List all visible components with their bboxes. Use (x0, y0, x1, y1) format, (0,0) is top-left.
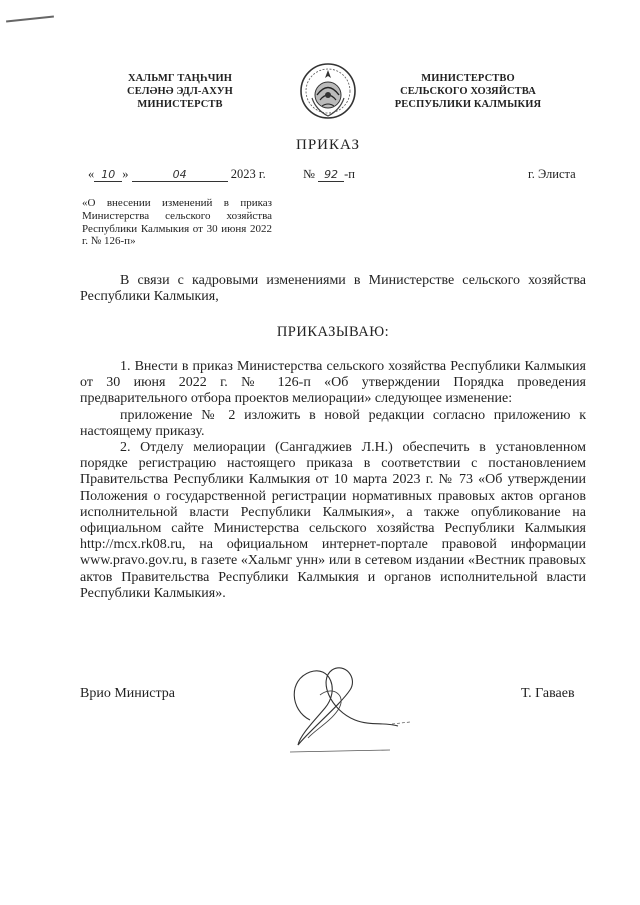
coat-of-arms-icon (298, 58, 358, 124)
number-label: № (303, 167, 315, 181)
number-value: 92 (318, 168, 344, 182)
document-title: ПРИКАЗ (296, 137, 360, 153)
order-month: 04 (132, 168, 228, 182)
order-year: 2023 г. (230, 167, 266, 181)
order-day: 10 (94, 168, 122, 182)
quote-close: » (122, 167, 129, 181)
order-subject: «О внесении изменений в приказ Министерства сельского хозяйства Республики Калмыкия от 30 июня 2022 г. № 126-п» (82, 197, 272, 248)
signer-role: Врио Министра (80, 686, 175, 701)
number-suffix: -п (344, 167, 355, 181)
header-kalmyk-line-2: СЕЛӘНӘ ЭДЛ-АХУН (127, 86, 233, 97)
header-kalmyk-line-3: МИНИСТЕРСТВ (137, 99, 223, 110)
scan-mark (6, 15, 54, 22)
header-russian-line-3: РЕСПУБЛИКИ КАЛМЫКИЯ (394, 99, 542, 110)
order-item-2: 2. Отделу мелиорации (Сангаджиев Л.Н.) обеспечить в установленном порядке регистрацию настоящего приказа в соответствии с постановлением Правительства Республики Калмыкия от 10 марта 2023 г. № 73 «Об утверждении Положения о государственной регистрации нормативных правовых актов органов исполнительной власти Республики Калмыкия», а также опубликование на официальном сайте Министерства сельского хозяйства Республики Калмыкия http://mcx.rk08.ru, на официальном интернет-портале правовой информации www.pravo.gov.ru, в газете «Хальмг унн» или в сетевом издании «Вестник правовых актов Правительства Республики Калмыкия и органов исполнительной власти Республики Калмыкия». (80, 440, 586, 601)
intro-text: В связи с кадровыми изменениями в Министерстве сельского хозяйства Республики Калмыкия, (80, 273, 586, 305)
order-items (80, 359, 586, 602)
signer-name: Т. Гаваев (521, 686, 575, 701)
order-item-1-sub: приложение № 2 изложить в новой редакции согласно приложению к настоящему приказу. (80, 407, 586, 439)
order-keyword: ПРИКАЗЫВАЮ: (276, 324, 390, 340)
header-kalmyk (85, 72, 275, 111)
header-russian-line-1: МИНИСТЕРСТВО (421, 73, 515, 84)
order-number (303, 167, 355, 182)
quote-open: « (88, 167, 95, 181)
handwritten-signature (270, 650, 420, 760)
header-kalmyk-line-1: ХАЛЬМГ ТАҢҺЧИН (127, 73, 233, 84)
intro-paragraph (80, 273, 586, 305)
order-item-1: 1. Внести в приказ Министерства сельского хозяйства Республики Калмыкия от 30 июня 2022 г. № 126-п «Об утверждении Порядка проведения предварительного отбора проектов мелиорации» следующее изменение: (80, 359, 586, 407)
header-russian-line-2: СЕЛЬСКОГО ХОЗЯЙСТВА (400, 86, 536, 97)
order-date (88, 167, 266, 182)
order-city: г. Элиста (528, 167, 576, 181)
header-russian (373, 72, 563, 111)
